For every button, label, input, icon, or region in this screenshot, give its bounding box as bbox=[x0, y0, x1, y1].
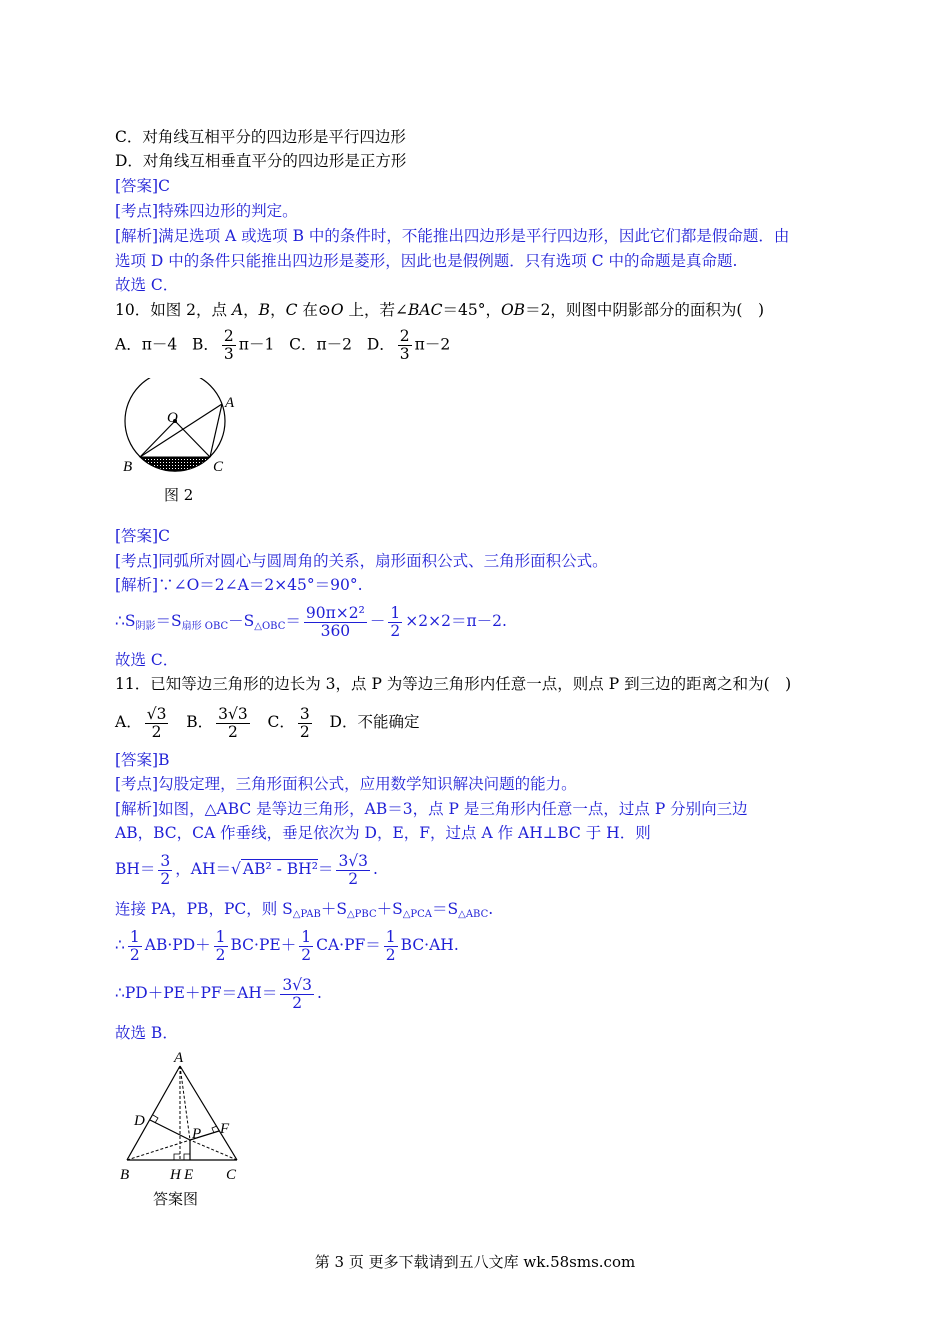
q9-conclusion: 故选 C． bbox=[115, 276, 179, 294]
shaded-segment bbox=[140, 457, 210, 471]
q11-triangle-figure bbox=[112, 1048, 252, 1183]
segment-ob bbox=[140, 421, 175, 457]
q9-analysis-2: 选项 D 中的条件只能推出四边形是菱形，因此也是假例题．只有选项 C 中的命题是真命题. bbox=[115, 252, 738, 270]
q10-option-c: C．π－2 bbox=[289, 335, 353, 354]
label-b: B bbox=[123, 459, 133, 475]
q11-bh-ah: BH＝ $\frac{3}{2}$ ，AH＝√ AB² - BH²＝ $\frac{3√3}{2}$ . bbox=[115, 851, 378, 888]
q10-conclusion: 故选 C． bbox=[115, 651, 179, 669]
q10-formula: $\therefore S_{阴影}=S_{扇形 OBC}-S_{\triangle OBC}=$ $\frac{\text{90π×2²}}{360}$ － $\frac{1}{2}$ ×2×2＝π－2. bbox=[115, 603, 507, 640]
q11-figure-caption: 答案图 bbox=[153, 1190, 199, 1208]
label-e: E bbox=[184, 1167, 194, 1183]
q11-point: [考点]勾股定理，三角形面积公式，应用数学知识解决问题的能力。 bbox=[115, 775, 577, 793]
label-p: P bbox=[192, 1126, 202, 1142]
segment-ab bbox=[140, 404, 222, 457]
label-c: C bbox=[213, 459, 224, 475]
label-a: A bbox=[225, 395, 235, 411]
label-b: B bbox=[120, 1167, 130, 1183]
q11-connect: 连接 PA，PB，PC，则 $S_{\triangle PAB}+S_{\triangle PBC}+S_{\triangle PCA}=S_{\triangle ABC}$. bbox=[115, 900, 494, 920]
q11-analysis-2: AB，BC，CA 作垂线，垂足依次为 D，E，F，过点 A 作 AH⊥BC 于 H．则 bbox=[115, 824, 651, 842]
q11-answer: [答案]B bbox=[115, 751, 170, 769]
q10-option-a: A．π－4 bbox=[115, 335, 178, 354]
segment-oc bbox=[175, 421, 210, 457]
right-angle-e bbox=[184, 1154, 190, 1160]
q11-options: A． $\frac{√3}{2}$ B． $\frac{3√3}{2}$ C． $\frac{3}{2}$ D．不能确定 bbox=[115, 704, 420, 741]
q10-option-d-fraction: $\frac{2}{3}$ bbox=[399, 327, 410, 363]
q11-conclusion: 故选 B． bbox=[115, 1024, 178, 1042]
segment-pc bbox=[190, 1140, 237, 1160]
q11-analysis-1: [解析]如图，△ABC 是等边三角形，AB＝3，点 P 是三角形内任意一点，过点 P 分别向三边 bbox=[115, 800, 748, 818]
label-d: D bbox=[134, 1113, 145, 1129]
q9-point: [考点]特殊四边形的判定。 bbox=[115, 202, 298, 220]
label-h: H bbox=[170, 1167, 181, 1183]
q11-sum-equation: ∴PD＋PE＋PF＝AH＝ $\frac{3√3}{2}$ . bbox=[115, 975, 322, 1012]
side-ac bbox=[180, 1066, 237, 1160]
q10-stem: 10．如图 2，点 A，B，C 在⊙O 上，若∠BAC＝45°，OB＝2，则图中阴影部分的面积为( ) bbox=[115, 301, 765, 319]
q9-answer: [答案]C bbox=[115, 177, 170, 195]
page-footer: 第 3 页 更多下载请到五八文库 wk.58sms.com bbox=[314, 1253, 636, 1271]
q11-area-equation: ∴ $\frac{1}{2}$ AB·PD＋ $\frac{1}{2}$ BC·PE＋ $\frac{1}{2}$ CA·PF＝ $\frac{1}{2}$ BC·AH. bbox=[115, 927, 459, 964]
q10-circle-figure bbox=[112, 378, 252, 478]
segment-pd bbox=[150, 1120, 190, 1140]
q9-option-d: D．对角线互相垂直平分的四边形是正方形 bbox=[115, 152, 407, 170]
q9-analysis-1: [解析]满足选项 A 或选项 B 中的条件时，不能推出四边形是平行四边形，因此它们都是假命题．由 bbox=[115, 227, 790, 245]
q10-point: [考点]同弧所对圆心与圆周角的关系，扇形面积公式、三角形面积公式。 bbox=[115, 552, 608, 570]
q9-option-c: C．对角线互相平分的四边形是平行四边形 bbox=[115, 128, 406, 146]
q10-answer: [答案]C bbox=[115, 527, 170, 545]
q10-option-b-fraction: $\frac{2}{3}$ bbox=[223, 327, 234, 363]
label-c: C bbox=[226, 1167, 237, 1183]
q10-options: A．π－4 B． $\frac{2}{3}$ π－1 C．π－2 D． $\frac{2}{3}$ π－2 bbox=[115, 327, 451, 363]
label-a: A bbox=[174, 1050, 184, 1066]
right-angle-h bbox=[174, 1154, 180, 1160]
segment-pa bbox=[180, 1066, 190, 1140]
q11-stem: 11．已知等边三角形的边长为 3，点 P 为等边三角形内任意一点，则点 P 到三边的距离之和为( ) bbox=[115, 675, 792, 693]
q10-figure-caption: 图 2 bbox=[164, 486, 194, 504]
label-f: F bbox=[220, 1121, 230, 1137]
q10-analysis: [解析]∵∠O＝2∠A＝2×45°＝90°. bbox=[115, 576, 363, 594]
label-o: O bbox=[167, 410, 178, 426]
